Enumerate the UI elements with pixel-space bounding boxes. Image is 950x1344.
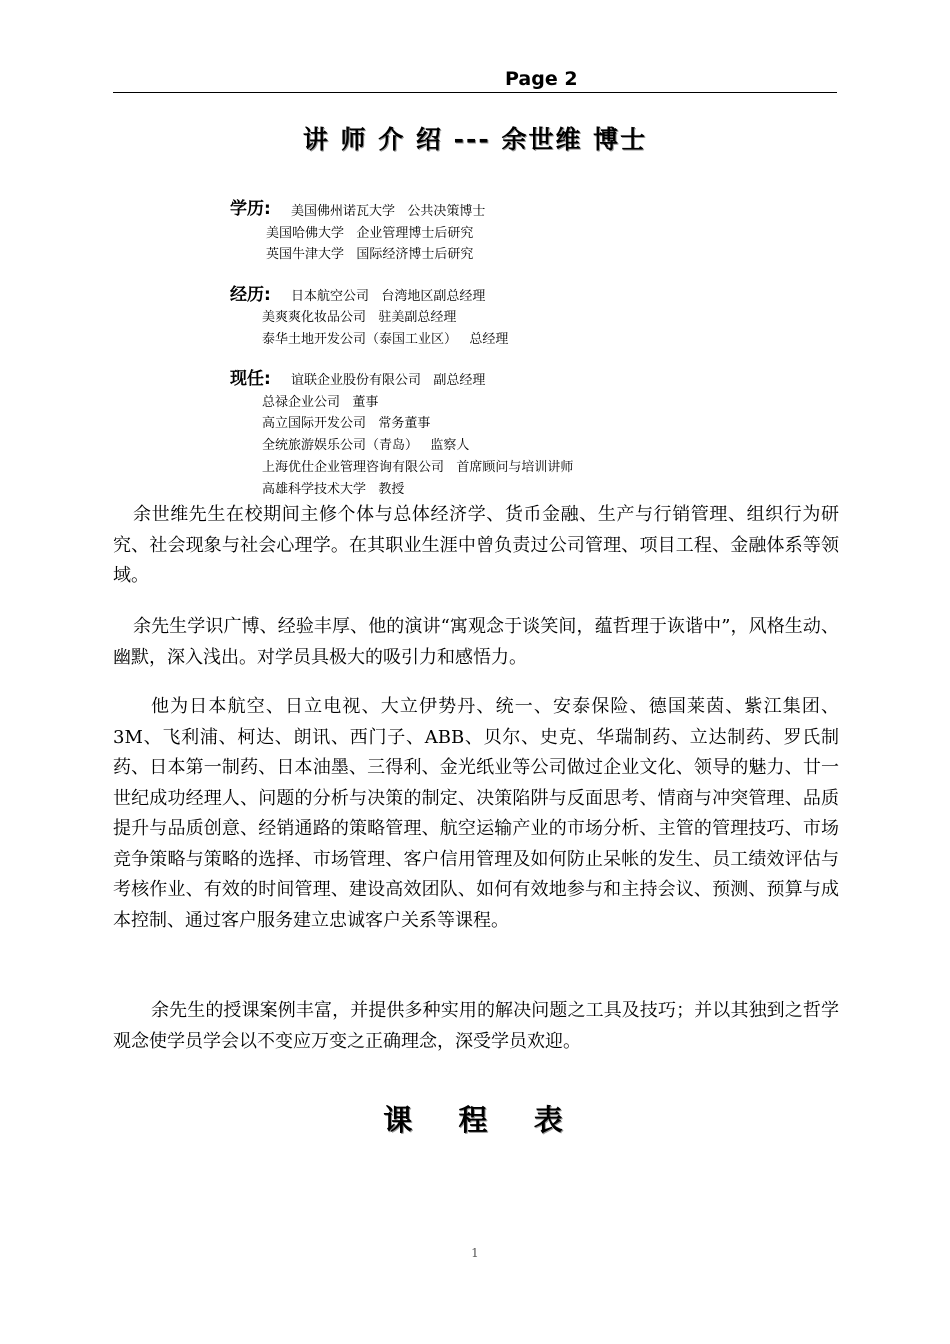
current-line: 总禄企业公司 董事 [262, 395, 379, 410]
bio-paragraph: 余先生的授课案例丰富，并提供多种实用的解决问题之工具及技巧；并以其独到之哲学观念使学员学会以不变应万变之正确理念，深受学员欢迎。 [113, 1000, 839, 1052]
bio-paragraph: 余先生学识广博、经验丰厚、他的演讲“寓观念于谈笑间，蕴哲理于诙谐中”，风格生动、幽默，深入浅出。对学员具极大的吸引力和感悟力。 [113, 616, 839, 668]
page-footer-mark: 1 [471, 1246, 479, 1260]
experience-line: 美爽爽化妆品公司 驻美副总经理 [262, 310, 457, 325]
experience-line: 日本航空公司 台湾地区副总经理 [291, 289, 486, 304]
current-line: 上海优仕企业管理咨询有限公司 首席顾问与培训讲师 [262, 460, 574, 475]
education-label: 学历: [230, 199, 271, 219]
experience-label: 经历: [230, 285, 271, 305]
current-line: 全统旅游娱乐公司（青岛） 监察人 [262, 438, 470, 453]
current-line: 谊联企业股份有限公司 副总经理 [291, 373, 486, 388]
page-header [113, 64, 837, 93]
bio-paragraph: 他为日本航空、日立电视、大立伊势丹、统一、安泰保险、德国莱茵、紫江集团、3M、飞利浦、柯达、朗讯、西门子、ABB、贝尔、史克、华瑞制药、立达制药、罗氏制药、日本第一制药、日本油墨、三得利、金光纸业等公司做过企业文化、领导的魅力、廿一世纪成功经理人、问题的分析与决策的制定、决策陷阱与反面思考、情商与冲突管理、品质提升与品质创意、经销通路的策略管理、航空运输产业的市场分析、主管的管理技巧、市场竞争策略与策略的选择、市场管理、客户信用管理及如何防止呆帐的发生、员工绩效评估与考核作业、有效的时间管理、建设高效团队、如何有效地参与和主持会议、预测、预算与成本控制、通过客户服务建立忠诚客户关系等课程。 [113, 696, 839, 931]
current-label: 现任: [230, 369, 271, 389]
education-line: 美国哈佛大学 企业管理博士后研究 [266, 226, 474, 241]
current-line: 高雄科学技术大学 教授 [262, 482, 405, 497]
page-number-label: Page 2 [505, 68, 578, 90]
bio-paragraph: 余世维先生在校期间主修个体与总体经济学、货币金融、生产与行销管理、组织行为研究、社会现象与社会心理学。在其职业生涯中曾负责过公司管理、项目工程、金融体系等领域。 [113, 504, 839, 586]
experience-line: 泰华土地开发公司（泰国工业区） 总经理 [262, 332, 509, 347]
instructor-intro-title: 讲 师 介 绍 --- 余世维 博士 [302, 125, 648, 154]
education-line: 美国佛州诺瓦大学 公共决策博士 [291, 204, 486, 219]
course-schedule-title: 课 程 表 [383, 1103, 567, 1137]
current-line: 高立国际开发公司 常务董事 [262, 416, 431, 431]
education-line: 英国牛津大学 国际经济博士后研究 [266, 247, 474, 262]
